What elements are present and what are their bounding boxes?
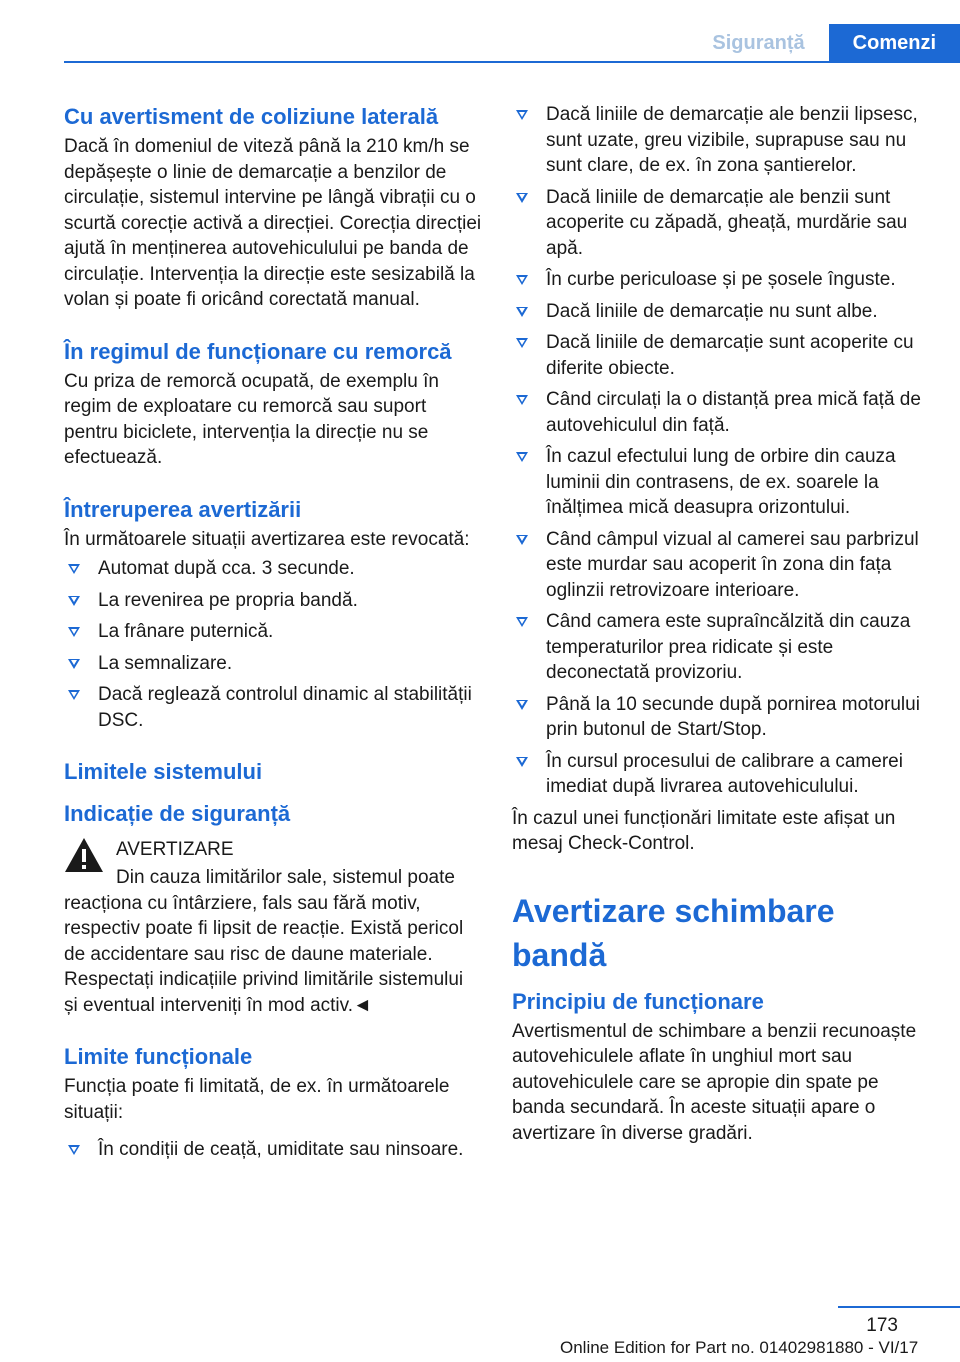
triangle-bullet-icon — [516, 110, 528, 120]
triangle-bullet-icon — [68, 1145, 80, 1155]
warning-box — [64, 835, 482, 1018]
list-item: Automat după cca. 3 secunde. — [64, 556, 482, 582]
interrupt-list — [64, 556, 482, 733]
paragraph-side-collision: Dacă în domeniul de viteză până la 210 km/h se depășește o linie de demarcație a benzilor de circulație, sistemul intervine pe lângă vibrații cu o scurtă corecție activă a direcției. Corecția direcției ajută în menținerea autovehiculului pe banda de circulație. Intervenția la direcție este sesizabilă la volan și poate fi oricând corectată manual. — [64, 136, 482, 310]
list-item: Când camera este supraîncălzită din cauza temperaturilor prea ridicate și este deconectată provizoriu. — [512, 609, 928, 686]
triangle-bullet-icon — [68, 690, 80, 700]
triangle-bullet-icon — [68, 564, 80, 574]
list-item: Dacă liniile de demarcație sunt acoperite cu diferite obiecte. — [512, 330, 928, 381]
heading-side-collision: Cu avertisment de coliziune laterală — [64, 104, 439, 129]
tab-section[interactable]: Siguranță — [688, 24, 828, 62]
heading-interrupt: Întreruperea avertizării — [64, 496, 302, 522]
header-tabs — [688, 24, 960, 62]
warning-title: AVERTIZARE — [116, 839, 234, 860]
footer-edition: Online Edition for Part no. 01402981880 - VI/17 — [560, 1338, 919, 1357]
func-list-left — [64, 1137, 482, 1163]
triangle-bullet-icon — [516, 395, 528, 405]
heading-trailer: În regimul de funcționare cu remorcă — [64, 338, 452, 364]
list-item: Dacă liniile de demarcație nu sunt albe. — [512, 299, 928, 325]
list-item: Dacă liniile de demarcație ale benzii lipsesc, sunt uzate, greu vizibile, suprapuse sau nu sunt clare, de ex. în zona șantierelor. — [512, 102, 928, 179]
list-item: În curbe periculoase și pe șosele înguste. — [512, 267, 928, 293]
triangle-bullet-icon — [516, 275, 528, 285]
page-number: 173 — [866, 1315, 898, 1336]
triangle-bullet-icon — [516, 193, 528, 203]
triangle-bullet-icon — [68, 627, 80, 637]
list-item: Dacă reglează controlul dinamic al stabilității DSC. — [64, 682, 482, 733]
right-column — [512, 100, 928, 1146]
triangle-bullet-icon — [516, 338, 528, 348]
list-item: Când câmpul vizual al camerei sau parbrizul este murdar sau acoperit în zona din fața oglinzii retrovizoare interioare. — [512, 527, 928, 604]
heading-safety-note: Indicație de siguranță — [64, 801, 291, 826]
paragraph-principle: Avertismentul de schimbare a benzii recunoaște autovehiculele aflate în unghiul mort sau autovehiculele care se apropie din spate pe banda secundară. În aceste situații apare o avertizare în diverse gradări. — [512, 1020, 917, 1144]
tab-chapter[interactable]: Comenzi — [829, 24, 960, 62]
left-column — [64, 100, 482, 1169]
triangle-bullet-icon — [68, 596, 80, 606]
paragraph-trailer: Cu priza de remorcă ocupată, de exemplu în regim de exploatare cu remorcă sau suport pentru biciclete, intervenția la direcție nu se efectuează. — [64, 370, 439, 468]
warning-triangle-icon — [64, 837, 104, 873]
warning-first-line: Din cauza limitărilor sale, sistemul poate — [116, 867, 455, 888]
list-item: Când circulați la o distanță prea mică față de autovehiculul din față. — [512, 387, 928, 438]
warning-text — [64, 865, 482, 1018]
list-item: La frânare puternică. — [64, 619, 482, 645]
header-rule — [64, 61, 960, 63]
paragraph-check-control: În cazul unei funcționări limitate este afișat un mesaj Check-Control. — [512, 807, 896, 854]
heading-principle: Principiu de funcționare — [512, 988, 764, 1014]
func-list-right — [512, 102, 928, 800]
list-item: În condiții de ceață, umiditate sau ninsoare. — [64, 1137, 482, 1163]
triangle-bullet-icon — [516, 535, 528, 545]
list-item: În cursul procesului de calibrare a camerei imediat după livrarea autovehiculului. — [512, 749, 928, 800]
triangle-bullet-icon — [68, 659, 80, 669]
list-item: La semnalizare. — [64, 651, 482, 677]
paragraph-interrupt: În următoarele situații avertizarea este revocată: — [64, 528, 470, 550]
footer-rule — [838, 1306, 960, 1308]
paragraph-functional-limits: Funcția poate fi limitată, de ex. în următoarele situații: — [64, 1076, 450, 1123]
list-item: La revenirea pe propria bandă. — [64, 588, 482, 614]
triangle-bullet-icon — [516, 452, 528, 462]
heading-system-limits: Limitele sistemului — [64, 759, 263, 784]
heading-functional-limits: Limite funcționale — [64, 1044, 253, 1069]
list-item: În cazul efectului lung de orbire din cauza luminii din contrasens, de ex. soarele la înălțimea mică deasupra orizontului. — [512, 444, 928, 521]
triangle-bullet-icon — [516, 307, 528, 317]
triangle-bullet-icon — [516, 617, 528, 627]
heading-lane-change: Avertizare schimbare bandă — [512, 892, 835, 973]
list-item: Până la 10 secunde după pornirea motorului prin butonul de Start/Stop. — [512, 692, 928, 743]
triangle-bullet-icon — [516, 757, 528, 767]
warning-rest: reacționa cu întârziere, fals sau fără motiv, respectiv poate fi lipsit de reacție. Există pericol de accidentare sau risc de daune materiale. Respectați indicațiile privind limitările sistemului și eventual interveniți în mod activ.◄ — [64, 892, 464, 1016]
triangle-bullet-icon — [516, 700, 528, 710]
list-item: Dacă liniile de demarcație ale benzii sunt acoperite cu zăpadă, gheață, murdărie sau apă. — [512, 185, 928, 262]
